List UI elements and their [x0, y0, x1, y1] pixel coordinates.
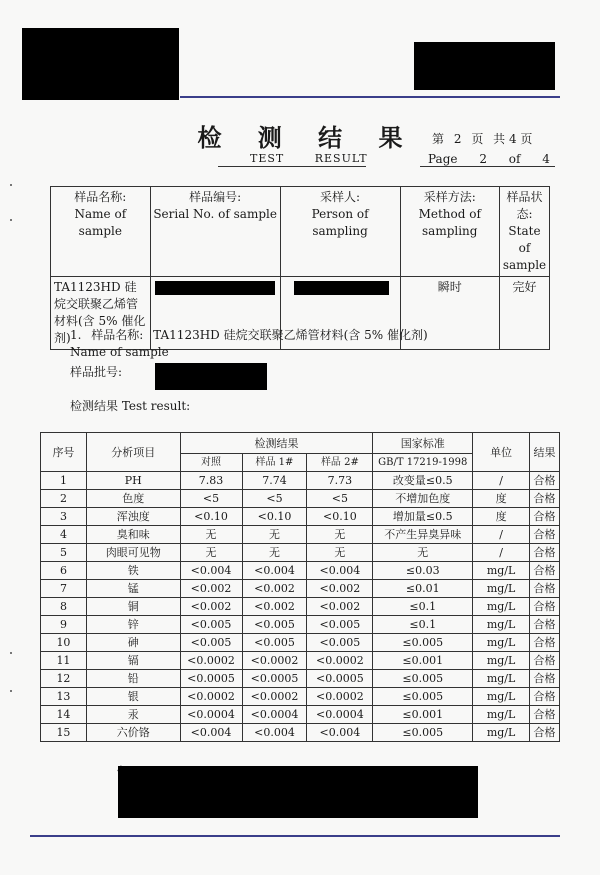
sample-name-label-en: Name of sample — [70, 345, 169, 359]
cell-sample1: 7.74 — [242, 472, 307, 490]
cell-unit: mg/L — [473, 616, 530, 634]
cell-sample2: <0.10 — [307, 508, 373, 526]
cell-item: 铁 — [86, 562, 180, 580]
cell-conclusion: 合格 — [530, 490, 560, 508]
cell-control: <0.0005 — [180, 670, 242, 688]
result-header-row — [41, 433, 560, 454]
cell-no: 2 — [41, 490, 87, 508]
cell-standard: 不产生异臭异味 — [373, 526, 473, 544]
cell-conclusion: 合格 — [530, 508, 560, 526]
cell-no: 4 — [41, 526, 87, 544]
cell-standard: ≤0.1 — [373, 598, 473, 616]
cell-sample1: <0.005 — [242, 616, 307, 634]
cell-item: PH — [86, 472, 180, 490]
redacted-serial-no — [155, 281, 275, 295]
col-header-standard: 国家标准 — [373, 433, 473, 454]
cell-sample2: 无 — [307, 526, 373, 544]
page-number-en — [428, 152, 568, 166]
cell-unit: mg/L — [473, 706, 530, 724]
cell-standard: ≤0.1 — [373, 616, 473, 634]
redacted-footer-block — [118, 766, 478, 818]
cell-no: 15 — [41, 724, 87, 742]
cell-sample1: <0.0002 — [242, 688, 307, 706]
test-result-label: 检测结果 Test result: — [70, 399, 191, 413]
cell-unit: mg/L — [473, 652, 530, 670]
header-en: State of sample — [502, 224, 547, 272]
cell-sample2: <0.0002 — [307, 652, 373, 670]
cell-control: <0.0004 — [180, 706, 242, 724]
cell-sample1: <0.002 — [242, 598, 307, 616]
cell-conclusion: 合格 — [530, 616, 560, 634]
cell-standard: 不增加色度 — [373, 490, 473, 508]
cell-sample1: <0.0004 — [242, 706, 307, 724]
redacted-person — [294, 281, 389, 295]
cell-no: 1 — [41, 472, 87, 490]
table-row — [41, 580, 560, 598]
scan-speck — [10, 219, 12, 221]
cell-unit: 度 — [473, 508, 530, 526]
cell-item: 锌 — [86, 616, 180, 634]
redacted-logo-left — [22, 28, 179, 100]
table-row — [41, 562, 560, 580]
cell-sample2: <0.0005 — [307, 670, 373, 688]
cell-item: 铜 — [86, 598, 180, 616]
page-number-underline — [420, 166, 555, 167]
header-cn: 样品状态: — [506, 190, 543, 221]
cell-sample1: 无 — [242, 544, 307, 562]
sample-name-text: TA1123HD 硅烷交联聚乙烯管材料(含 5% 催化剂) — [153, 328, 428, 342]
cell-sample1: <0.0005 — [242, 670, 307, 688]
table-row — [41, 652, 560, 670]
cell-conclusion: 合格 — [530, 724, 560, 742]
cell-no: 5 — [41, 544, 87, 562]
cell-sample1: <0.0002 — [242, 652, 307, 670]
cell-no: 14 — [41, 706, 87, 724]
cell-conclusion: 合格 — [530, 634, 560, 652]
cell-sample1: <0.004 — [242, 562, 307, 580]
cell-conclusion: 合格 — [530, 544, 560, 562]
cell-conclusion: 合格 — [530, 526, 560, 544]
cell-control: <0.004 — [180, 562, 242, 580]
cell-standard: ≤0.005 — [373, 634, 473, 652]
cell-sample2: <0.004 — [307, 562, 373, 580]
scan-speck — [10, 184, 12, 186]
scan-speck — [10, 690, 12, 692]
table-row — [41, 616, 560, 634]
header-cn: 样品编号: — [189, 190, 242, 204]
cell-standard: ≤0.03 — [373, 562, 473, 580]
cell-control: <0.005 — [180, 634, 242, 652]
header-en: Person of sampling — [311, 207, 369, 238]
page-cn-num: 2 — [453, 132, 462, 146]
header-sample-name — [51, 187, 151, 277]
col-header-standard-ref: GB/T 17219-1998 — [373, 454, 473, 472]
cell-control: <0.002 — [180, 580, 242, 598]
cell-item: 汞 — [86, 706, 180, 724]
table-row — [41, 706, 560, 724]
cell-sample2: <0.005 — [307, 616, 373, 634]
cell-no: 11 — [41, 652, 87, 670]
result-table-body — [41, 472, 560, 742]
cell-control: <0.10 — [180, 508, 242, 526]
cell-sample2: 7.73 — [307, 472, 373, 490]
cell-sample2: <0.004 — [307, 724, 373, 742]
cell-unit: mg/L — [473, 580, 530, 598]
table-row — [41, 508, 560, 526]
section-number: 1. — [70, 328, 82, 342]
table-row — [41, 598, 560, 616]
header-serial-no — [150, 187, 280, 277]
cell-control: 无 — [180, 544, 242, 562]
header-rule — [180, 96, 560, 98]
cell-item: 镉 — [86, 652, 180, 670]
state-value: 完好 — [499, 277, 549, 350]
cell-sample1: <0.005 — [242, 634, 307, 652]
cell-control: 7.83 — [180, 472, 242, 490]
cell-unit: mg/L — [473, 724, 530, 742]
cell-unit: mg/L — [473, 670, 530, 688]
scan-speck — [10, 652, 12, 654]
cell-no: 10 — [41, 634, 87, 652]
cell-standard: ≤0.005 — [373, 670, 473, 688]
page-title-en — [250, 152, 394, 165]
test-result-table — [40, 432, 560, 742]
cell-control: 无 — [180, 526, 242, 544]
cell-item: 肉眼可见物 — [86, 544, 180, 562]
table-row — [41, 490, 560, 508]
table-row — [41, 634, 560, 652]
page-cn-total: 共 4 页 — [493, 132, 533, 146]
cell-sample2: <0.002 — [307, 598, 373, 616]
cell-item: 砷 — [86, 634, 180, 652]
cell-item: 铅 — [86, 670, 180, 688]
cell-unit: / — [473, 472, 530, 490]
cell-unit: mg/L — [473, 688, 530, 706]
footer-rule — [30, 835, 560, 837]
page-number-cn — [432, 130, 538, 147]
cell-control: <0.005 — [180, 616, 242, 634]
header-state-sample — [499, 187, 549, 277]
cell-item: 六价铬 — [86, 724, 180, 742]
col-header-unit: 单位 — [473, 433, 530, 472]
cell-conclusion: 合格 — [530, 652, 560, 670]
table-row — [41, 670, 560, 688]
col-header-result: 检测结果 — [180, 433, 373, 454]
cell-conclusion: 合格 — [530, 580, 560, 598]
header-en: Name of sample — [74, 207, 127, 238]
title-en-test: TEST — [250, 152, 285, 165]
cell-standard: ≤0.005 — [373, 688, 473, 706]
col-header-conclusion: 结果 — [530, 433, 560, 472]
cell-conclusion: 合格 — [530, 598, 560, 616]
col-header-sample2: 样品 2# — [307, 454, 373, 472]
cell-standard: ≤0.001 — [373, 652, 473, 670]
header-en: Method of sampling — [418, 207, 481, 238]
cell-conclusion: 合格 — [530, 472, 560, 490]
table-row — [41, 688, 560, 706]
cell-unit: 度 — [473, 490, 530, 508]
cell-control: <0.002 — [180, 598, 242, 616]
cell-unit: mg/L — [473, 598, 530, 616]
cell-item: 臭和味 — [86, 526, 180, 544]
info-header-row — [51, 187, 550, 277]
header-cn: 样品名称: — [74, 190, 127, 204]
cell-sample1: 无 — [242, 526, 307, 544]
cell-no: 3 — [41, 508, 87, 526]
cell-no: 8 — [41, 598, 87, 616]
batch-number-label: 样品批号: — [70, 365, 123, 379]
cell-unit: mg/L — [473, 634, 530, 652]
cell-no: 9 — [41, 616, 87, 634]
method-value: 瞬时 — [400, 277, 499, 350]
page-cn-label: 第 — [432, 132, 445, 146]
cell-conclusion: 合格 — [530, 706, 560, 724]
cell-sample2: <0.0004 — [307, 706, 373, 724]
cell-sample2: <0.005 — [307, 634, 373, 652]
table-row — [41, 472, 560, 490]
cell-control: <0.004 — [180, 724, 242, 742]
page-en-total: 4 — [542, 152, 550, 166]
cell-item: 锰 — [86, 580, 180, 598]
table-row — [41, 724, 560, 742]
cell-conclusion: 合格 — [530, 562, 560, 580]
title-en-result: RESULT — [314, 152, 368, 165]
cell-conclusion: 合格 — [530, 688, 560, 706]
cell-sample1: <5 — [242, 490, 307, 508]
cell-item: 银 — [86, 688, 180, 706]
cell-sample2: <0.002 — [307, 580, 373, 598]
cell-no: 12 — [41, 670, 87, 688]
cell-standard: 改变量≤0.5 — [373, 472, 473, 490]
page-en-num: 2 — [479, 152, 487, 166]
cell-item: 浑浊度 — [86, 508, 180, 526]
table-row — [41, 526, 560, 544]
cell-no: 13 — [41, 688, 87, 706]
cell-standard: 增加量≤0.5 — [373, 508, 473, 526]
col-header-no: 序号 — [41, 433, 87, 472]
cell-item: 色度 — [86, 490, 180, 508]
cell-sample2: <5 — [307, 490, 373, 508]
cell-control: <0.0002 — [180, 652, 242, 670]
cell-sample1: <0.002 — [242, 580, 307, 598]
cell-no: 7 — [41, 580, 87, 598]
cell-unit: mg/L — [473, 562, 530, 580]
page-cn-suffix: 页 — [471, 132, 484, 146]
header-person-sampling — [280, 187, 400, 277]
redacted-logo-right — [414, 42, 555, 90]
header-cn: 采样人: — [320, 190, 361, 204]
title-underline — [218, 166, 366, 167]
sample-name-value: TA1123HD 硅烷交联聚乙烯管材料(含 5% 催化剂) — [51, 277, 151, 350]
cell-sample2: <0.0002 — [307, 688, 373, 706]
col-header-item: 分析项目 — [86, 433, 180, 472]
cell-unit: / — [473, 544, 530, 562]
cell-sample1: <0.004 — [242, 724, 307, 742]
sample-name-label: 样品名称: — [91, 328, 144, 342]
cell-standard: ≤0.01 — [373, 580, 473, 598]
page-en-of: of — [508, 152, 521, 166]
cell-conclusion: 合格 — [530, 670, 560, 688]
col-header-sample1: 样品 1# — [242, 454, 307, 472]
redacted-batch-number — [155, 363, 267, 390]
cell-unit: / — [473, 526, 530, 544]
cell-sample1: <0.10 — [242, 508, 307, 526]
cell-standard: ≤0.001 — [373, 706, 473, 724]
header-en: Serial No. of sample — [153, 207, 277, 221]
page-en-label: Page — [428, 152, 458, 166]
cell-control: <0.0002 — [180, 688, 242, 706]
cell-sample2: 无 — [307, 544, 373, 562]
table-row — [41, 544, 560, 562]
cell-standard: 无 — [373, 544, 473, 562]
cell-no: 6 — [41, 562, 87, 580]
col-header-control: 对照 — [180, 454, 242, 472]
page-title: 检 测 结 果 — [197, 123, 417, 152]
header-cn: 采样方法: — [423, 190, 476, 204]
cell-standard: ≤0.005 — [373, 724, 473, 742]
cell-control: <5 — [180, 490, 242, 508]
header-method-sampling — [400, 187, 499, 277]
sample-name-line — [70, 326, 434, 343]
